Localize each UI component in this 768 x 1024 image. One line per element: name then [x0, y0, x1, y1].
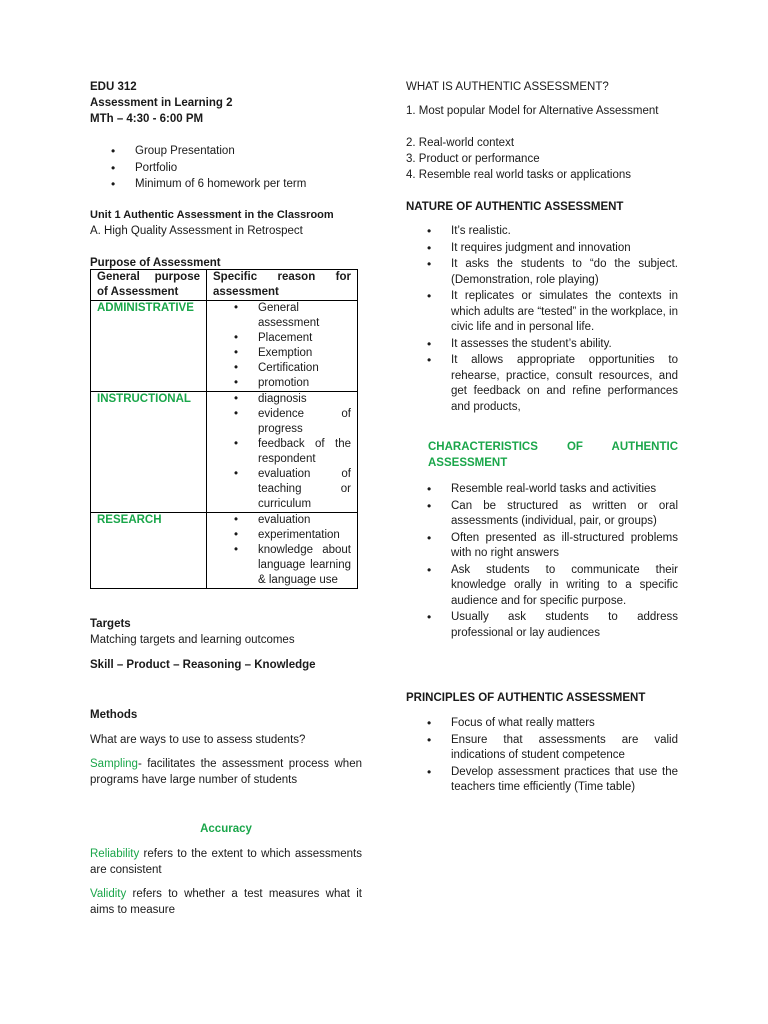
list-item: • Certification [213, 361, 351, 376]
reliability-definition: refers to the extent to which assessments are consistent [90, 848, 362, 876]
list-item: • General assessment [213, 301, 351, 331]
list-item: • Can be structured as written or oral assessments (individual, pair, or groups) [406, 499, 678, 530]
list-item: • It allows appropriate opportunities to rehearse, practice, consult resources, and get feedback on and refine performances and products, [406, 353, 678, 415]
list-item: • Develop assessment practices that use the teachers time efficiently (Time table) [406, 765, 678, 796]
purpose-heading: Purpose of Assessment [90, 257, 221, 269]
principles-heading: PRINCIPLES OF AUTHENTIC ASSESSMENT [406, 692, 646, 704]
nature-heading: NATURE OF AUTHENTIC ASSESSMENT [406, 201, 624, 213]
table-header: General purpose of Assessment [91, 270, 207, 301]
reasons-list [213, 301, 351, 391]
table-header-row [91, 270, 358, 301]
list-item: • It replicates or simulates the contexts in which adults are “tested” in the workplace, in civic life and in personal life. [406, 289, 678, 336]
category-research: RESEARCH [97, 514, 162, 526]
unit-title: Unit 1 Authentic Assessment in the Classroom [90, 209, 334, 221]
unit-subtitle: A. High Quality Assessment in Retrospect [90, 225, 303, 237]
list-item: • feedback of the respondent [213, 437, 351, 467]
list-item: • Placement [213, 331, 351, 346]
list-item: • Focus of what really matters [406, 716, 678, 732]
requirements-list [90, 144, 362, 194]
table-header: Specific reason for assessment [207, 270, 358, 301]
reasons-list [213, 392, 351, 512]
list-item: • Group Presentation [90, 144, 362, 160]
list-item: • diagnosis [213, 392, 351, 407]
what-item: 4. Resemble real world tasks or applications [406, 169, 631, 181]
nature-list [406, 224, 678, 416]
targets-heading: Targets [90, 618, 131, 630]
characteristics-heading: CHARACTERISTICS OF AUTHENTIC ASSESSMENT [428, 441, 678, 469]
what-item: 1. Most popular Model for Alternative Assessment [406, 105, 659, 117]
validity-term: Validity [90, 888, 127, 900]
characteristics-list [406, 482, 678, 642]
principles-list [406, 716, 678, 797]
list-item: • Portfolio [90, 161, 362, 177]
table-row [91, 392, 358, 513]
validity-paragraph [90, 887, 362, 918]
sampling-term: Sampling [90, 758, 138, 770]
list-item: • evaluation of teaching or curriculum [213, 467, 351, 512]
list-item: • Resemble real-world tasks and activities [406, 482, 678, 498]
table-row [91, 301, 358, 392]
list-item: • knowledge about language learning & language use [213, 543, 351, 588]
list-item: • experimentation [213, 528, 351, 543]
reliability-paragraph [90, 847, 362, 878]
what-item: 3. Product or performance [406, 153, 540, 165]
sampling-paragraph [90, 757, 362, 788]
methods-heading: Methods [90, 709, 138, 721]
what-heading: WHAT IS AUTHENTIC ASSESSMENT? [406, 81, 609, 93]
list-item: • Ask students to communicate their knowledge orally in writing to a specific audience and for specific purpose. [406, 563, 678, 610]
category-instructional: INSTRUCTIONAL [97, 393, 191, 405]
methods-question: What are ways to use to assess students? [90, 734, 306, 746]
reasons-list [213, 513, 351, 588]
sampling-definition: - facilitates the assessment process when programs have large number of students [90, 758, 362, 786]
reliability-term: Reliability [90, 848, 140, 860]
course-schedule: MTh – 4:30 - 6:00 PM [90, 113, 204, 125]
list-item: • It requires judgment and innovation [406, 241, 678, 257]
list-item: • Ensure that assessments are valid indications of student competence [406, 733, 678, 764]
list-item: • evaluation [213, 513, 351, 528]
list-item: • Minimum of 6 homework per term [90, 177, 362, 193]
list-item: • evidence of progress [213, 407, 351, 437]
list-item: • It assesses the student’s ability. [406, 337, 678, 353]
list-item: • Often presented as ill-structured problems with no right answers [406, 531, 678, 562]
list-item: • Usually ask students to address professional or lay audiences [406, 610, 678, 641]
course-title: Assessment in Learning 2 [90, 97, 233, 109]
table-row [91, 513, 358, 589]
validity-definition: refers to whether a test measures what it aims to measure [90, 888, 362, 916]
purpose-table [90, 269, 358, 589]
skill-line: Skill – Product – Reasoning – Knowledge [90, 659, 316, 671]
list-item: • It asks the students to “do the subject. (Demonstration, role playing) [406, 257, 678, 288]
list-item: • Exemption [213, 346, 351, 361]
course-code: EDU 312 [90, 81, 137, 93]
list-item: • It’s realistic. [406, 224, 678, 240]
what-item: 2. Real-world context [406, 137, 515, 149]
targets-text: Matching targets and learning outcomes [90, 634, 295, 646]
category-administrative: ADMINISTRATIVE [97, 302, 194, 314]
list-item: • promotion [213, 376, 351, 391]
accuracy-heading: Accuracy [200, 823, 252, 835]
